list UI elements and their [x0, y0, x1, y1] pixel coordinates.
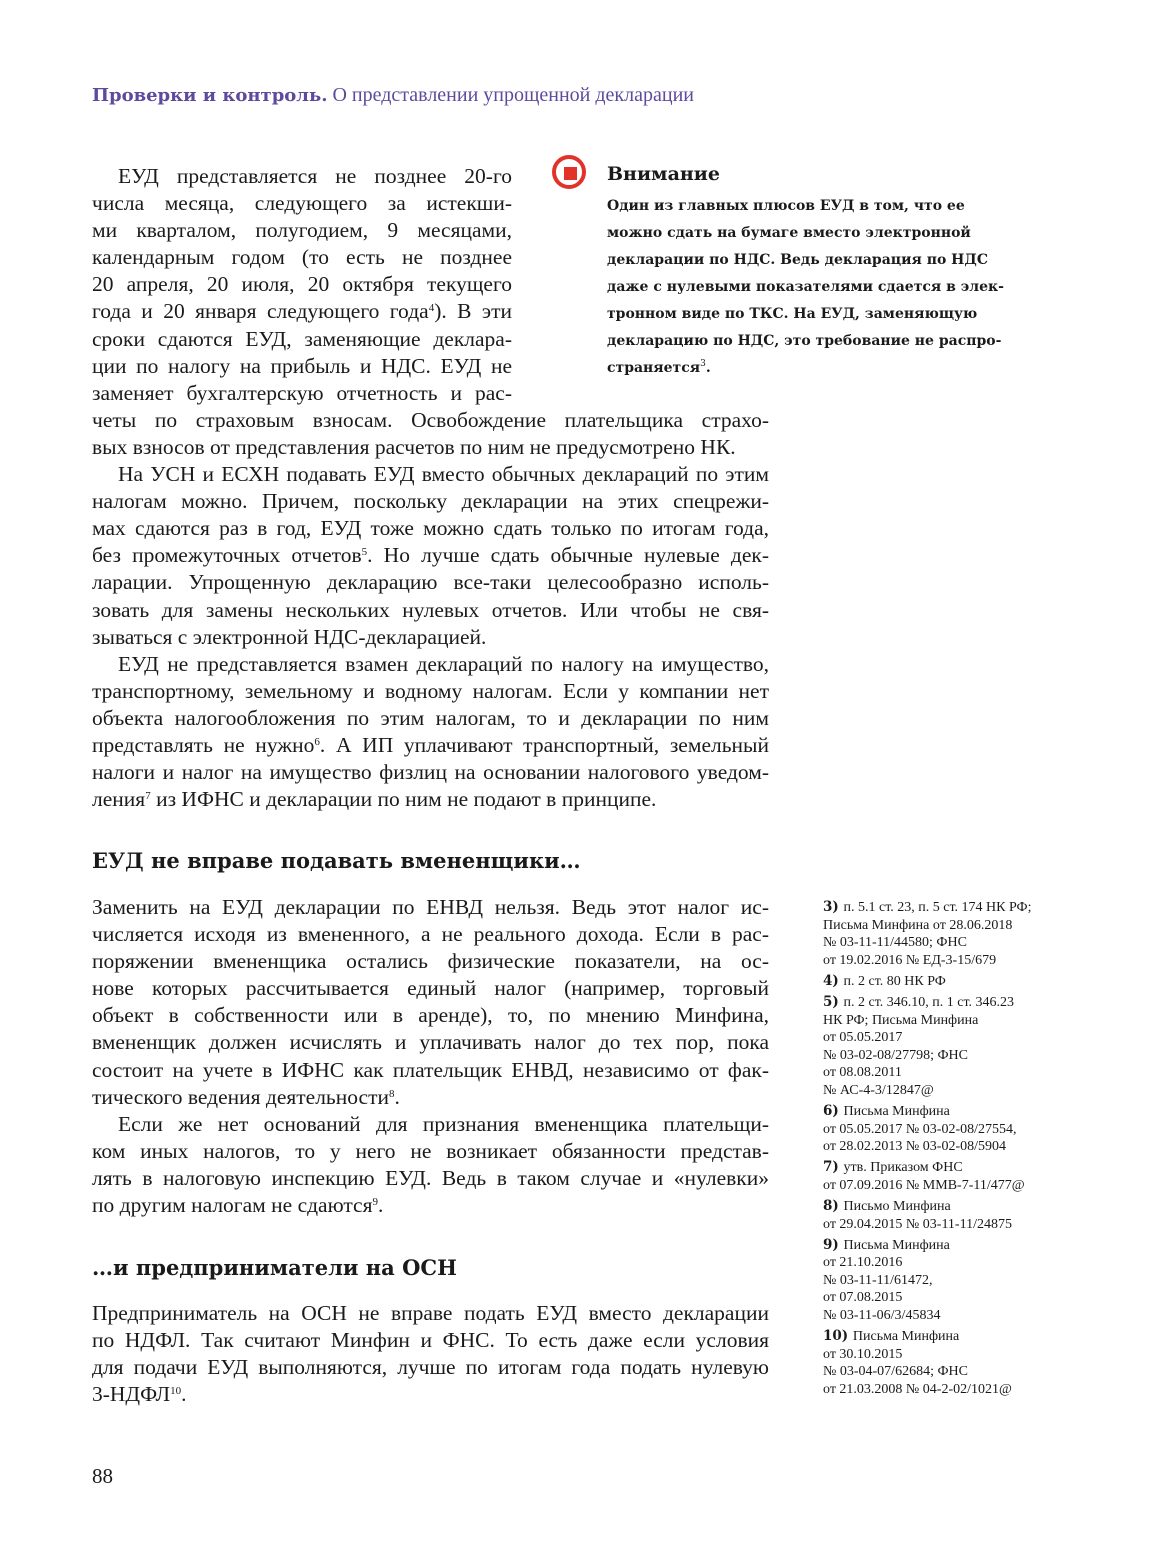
paragraph [92, 1111, 769, 1219]
text-line: тического ведения деятельности$^8$. [92, 1084, 400, 1109]
text-line: вмененщик должен исчислять и уплачивать налог до тех пор, пока [92, 1030, 769, 1055]
text-line: ЕУД представляется не позднее 20-го [118, 164, 512, 188]
footnote-number: 5) [823, 993, 844, 1010]
callout-line: тронном виде по ТКС. На ЕУД, заменяющую [607, 306, 978, 322]
text-line: года и 20 января следующего года$^4$). В эти [92, 299, 512, 324]
text-line: для подачи ЕУД выполняются, лучше по итогам года подать нулевую [92, 1355, 769, 1380]
text-line: ми кварталом, полугодием, 9 месяцами, [92, 218, 512, 243]
footnotes [823, 899, 1031, 1402]
footnote-line: № 03-02-08/27798; ФНС [823, 1047, 968, 1063]
paragraph [92, 163, 769, 461]
text-line: объект в собственности или в аренде), то, по мнению Минфина, [92, 1003, 769, 1028]
callout-line: даже с нулевыми показателями сдается в элек- [607, 279, 1004, 295]
footnote-line: от 21.03.2008 № 04-2-02/1021@ [823, 1381, 1012, 1397]
text-line: зываться с электронной НДС-декларацией. [92, 624, 487, 649]
footnote-line: от 19.02.2016 № ЕД-3-15/679 [823, 952, 997, 968]
text-line: 3-НДФЛ$^{10}$. [92, 1382, 187, 1407]
intro-text [92, 163, 769, 813]
footnote-line: от 05.05.2017 [823, 1030, 903, 1046]
footnote-number: 4) [823, 972, 844, 989]
page-number: 88 [92, 1464, 113, 1488]
text-line: четы по страховым взносам. Освобождение плательщика страхо- [92, 407, 769, 432]
footnote-line: от 30.10.2015 [823, 1346, 903, 1362]
text-line: календарным годом (то есть не позднее [92, 245, 512, 270]
footnote [823, 973, 1031, 991]
footnote-line: 5) п. 2 ст. 346.10, п. 1 ст. 346.23 [823, 993, 1015, 1010]
paragraph [92, 651, 769, 814]
text-line: зовать для замены нескольких нулевых отчетов. Или чтобы не свя- [92, 597, 769, 622]
footnote-line: № 03-04-07/62684; ФНС [823, 1364, 968, 1380]
text-line: налоги и налог на имущество физлиц на основании налогового уведом- [92, 760, 769, 785]
footnote [823, 994, 1031, 1100]
text-line: заменяет бухгалтерскую отчетность и рас- [92, 380, 512, 405]
text-line: Если же нет оснований для признания вмененщика плательщи- [118, 1111, 769, 1136]
footnote-line: 8) Письмо Минфина [823, 1198, 951, 1214]
footnote-line: от 07.09.2016 № ММВ-7-11/477@ [823, 1177, 1025, 1193]
footnote-line: 10) Письма Минфина [823, 1328, 960, 1345]
text-line: ларации. Упрощенную декларацию все-таки целесообразно исполь- [92, 570, 769, 595]
text-line: мах сдаются раз в год, ЕУД тоже можно сдать только по итогам года, [92, 516, 769, 541]
footnote-line: от 07.08.2015 [823, 1290, 903, 1306]
footnote-line: от 21.10.2016 [823, 1255, 903, 1271]
section-name: Проверки и контроль. [92, 85, 328, 106]
text-line: по другим налогам не сдаются$^9$. [92, 1193, 384, 1218]
footnote-number: 7) [823, 1159, 844, 1176]
text-line: ции по налогу на прибыль и НДС. ЕУД не [92, 353, 512, 378]
text-line: ком иных налогов, то у него не возникает обязанности представ- [92, 1138, 769, 1163]
footnote-ref: 4 [428, 302, 435, 315]
text-line: ЕУД не представляется взамен деклараций по налогу на имущество, [118, 651, 769, 676]
footnote-line: 7) утв. Приказом ФНС [823, 1159, 963, 1176]
footnote-line: НК РФ; Письма Минфина [823, 1012, 979, 1028]
footnote-line: от 29.04.2015 № 03-11-11/24875 [823, 1216, 1012, 1232]
footnote [823, 1198, 1031, 1233]
section-osn-text [92, 1300, 769, 1408]
footnote-line: от 28.02.2013 № 03-02-08/5904 [823, 1139, 1007, 1155]
article-title: О представлении упрощенной декларации [332, 84, 694, 106]
text-line: налогам можно. Причем, поскольку декларации на этих спецрежи- [92, 489, 769, 514]
footnote-ref: 8 [388, 1087, 395, 1100]
footnote-number: 9) [823, 1236, 844, 1253]
footnote-ref: 10 [170, 1385, 182, 1398]
text-line: Предприниматель на ОСН не вправе подать ЕУД вместо декларации [92, 1301, 769, 1325]
footnote-line: 6) Письма Минфина [823, 1103, 950, 1120]
footnote-line: от 05.05.2017 № 03-02-08/27554, [823, 1121, 1017, 1137]
text-line: по НДФЛ. Так считают Минфин и ФНС. То есть даже если условия [92, 1328, 769, 1353]
section-heading-envd: ЕУД не вправе подавать вмененщики… [92, 848, 581, 873]
callout-line: можно сдать на бумаге вместо электронной [607, 225, 971, 241]
paragraph [92, 1300, 769, 1408]
footnote-line: № 03-11-11/44580; ФНС [823, 935, 967, 951]
text-line: транспортному, земельному и водному налогам. Если у компании нет [92, 678, 769, 703]
section-heading-osn: …и предприниматели на ОСН [92, 1255, 457, 1280]
footnote [823, 1328, 1031, 1398]
footnote-ref: 7 [145, 790, 151, 803]
text-line: без промежуточных отчетов$^5$. Но лучше сдать обычные нулевые дек- [92, 543, 769, 568]
footnote [823, 1103, 1031, 1156]
paragraph [92, 894, 769, 1111]
footnote-ref: 6 [314, 735, 320, 748]
paragraph [92, 461, 769, 651]
text-line: 20 апреля, 20 июля, 20 октября текущего [92, 272, 512, 297]
footnote-line: № 03-11-06/3/45834 [823, 1308, 941, 1324]
text-line: представлять не нужно$^6$. А ИП уплачивают транспортный, земельный [92, 732, 769, 757]
text-line: ления$^7$ из ИФНС и декларации по ним не подают в принципе. [92, 787, 657, 812]
text-line: лять в налоговую инспекцию ЕУД. Ведь в таком случае и «нулевки» [92, 1165, 769, 1190]
footnote-ref: 3 [700, 359, 706, 369]
footnote-number: 3) [823, 899, 844, 915]
text-line: вых взносов от представления расчетов по ним не предусмотрено НК. [92, 434, 736, 459]
footnote [823, 1237, 1031, 1325]
footnote [823, 1159, 1031, 1194]
callout-line: декларации по НДС. Ведь декларация по НДС [607, 252, 988, 268]
text-line: нове которых рассчитывается единый налог (например, торговый [92, 976, 769, 1001]
text-line: поряжении вмененщика остались физические показатели, на ос- [92, 949, 769, 974]
text-line: На УСН и ЕСХН подавать ЕУД вместо обычных деклараций по этим [118, 462, 769, 487]
footnote-line: 9) Письма Минфина [823, 1236, 950, 1253]
callout-line: декларацию по НДС, это требование не распро- [607, 333, 1002, 349]
text-line: числа месяца, следующего за истекши- [92, 191, 512, 216]
callout-line: страняется$^3$. [607, 359, 711, 376]
running-head [92, 84, 694, 107]
footnote-line: 3) п. 5.1 ст. 23, п. 5 ст. 174 НК РФ; [823, 899, 1032, 915]
text-line: Заменить на ЕУД декларации по ЕНВД нельзя. Ведь этот налог ис- [92, 895, 769, 919]
section-envd-text [92, 894, 769, 1219]
footnote-number: 8) [823, 1198, 844, 1214]
callout-title: Внимание [607, 163, 720, 185]
footnote-line: № АС-4-3/12847@ [823, 1082, 934, 1098]
footnote-line: № 03-11-11/61472, [823, 1272, 933, 1288]
footnote-number: 10) [823, 1328, 853, 1345]
footnote [823, 899, 1031, 969]
footnote-line: Письма Минфина от 28.06.2018 [823, 917, 1013, 933]
text-line: объекта налогообложения по этим налогам, то и декларации по ним [92, 705, 769, 730]
footnote-ref: 9 [372, 1196, 378, 1209]
footnote-number: 6) [823, 1103, 844, 1120]
callout-line: Один из главных плюсов ЕУД в том, что ее [607, 198, 965, 214]
text-line: состоит на учете в ИФНС как плательщик ЕНВД, независимо от фак- [92, 1057, 769, 1082]
footnote-ref: 5 [361, 546, 368, 559]
text-line: сроки сдаются ЕУД, заменяющие деклара- [92, 326, 512, 351]
footnote-line: 4) п. 2 ст. 80 НК РФ [823, 972, 946, 989]
text-line: числяется исходя из вмененного, а не реального дохода. Если в рас- [92, 922, 769, 947]
footnote-line: от 08.08.2011 [823, 1065, 902, 1081]
